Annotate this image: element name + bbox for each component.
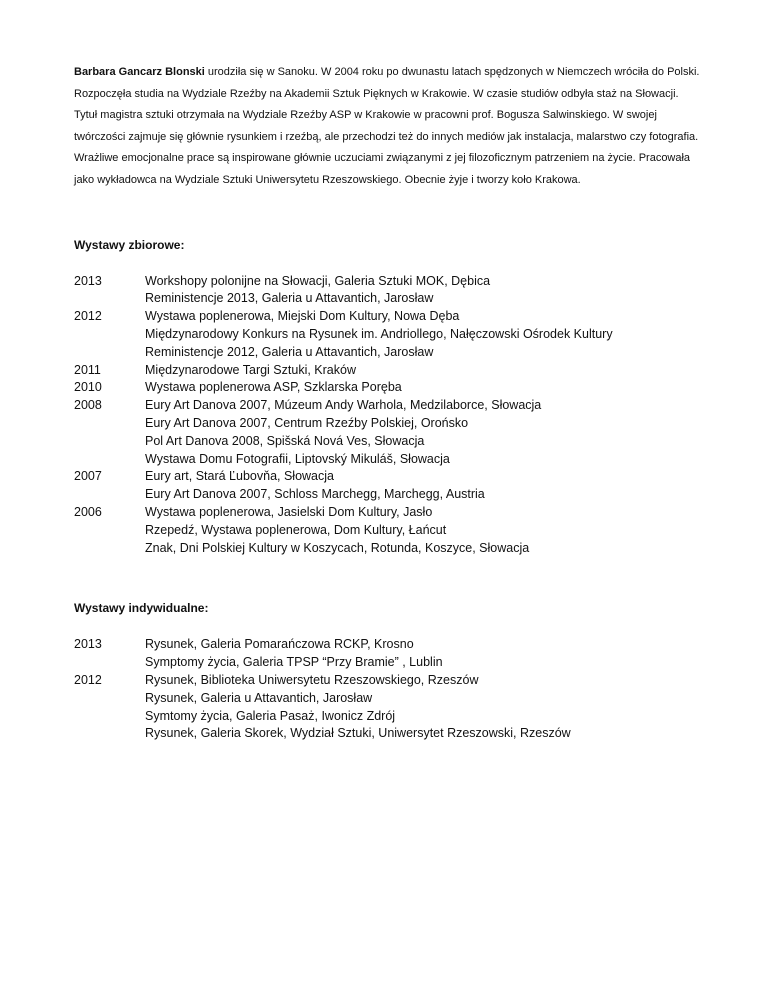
exhibition-row [74, 379, 700, 397]
exhibition-year [74, 433, 145, 451]
exhibition-year: 2007 [74, 469, 102, 484]
exhibition-row [74, 708, 700, 726]
exhibition-year [74, 290, 145, 308]
individual-exhibitions-list [74, 636, 700, 743]
exhibition-year [74, 344, 145, 362]
bio-paragraph [74, 62, 700, 192]
exhibition-entry: Rysunek, Galeria Skorek, Wydział Sztuki, Uniwersytet Rzeszowski, Rzeszów [145, 726, 571, 741]
exhibition-year [74, 415, 145, 433]
exhibition-row [74, 672, 700, 690]
exhibition-entry: Wystawa poplenerowa ASP, Szklarska Poręba [145, 380, 402, 395]
exhibition-entry: Eury art, Stará Ľubovňa, Słowacja [145, 469, 334, 484]
exhibition-entry: Eury Art Danova 2007, Centrum Rzeźby Polskiej, Orońsko [145, 415, 469, 430]
exhibition-row [74, 273, 700, 291]
exhibition-year [74, 522, 145, 540]
exhibition-entry: Międzynarodowy Konkurs na Rysunek im. Andriollego, Nałęczowski Ośrodek Kultury [145, 326, 613, 341]
exhibition-year: 2012 [74, 672, 102, 687]
exhibition-year [74, 486, 145, 504]
exhibition-year: 2013 [74, 637, 102, 652]
exhibition-year: 2011 [74, 362, 101, 377]
exhibition-row [74, 636, 700, 654]
exhibition-entry: Wystawa Domu Fotografii, Liptovský Mikuláš, Słowacja [145, 451, 450, 466]
exhibition-year: 2013 [74, 273, 102, 288]
exhibition-entry: Wystawa poplenerowa, Miejski Dom Kultury, Nowa Dęba [145, 309, 460, 324]
exhibition-entry: Symtomy życia, Galeria Pasaż, Iwonicz Zdrój [145, 708, 396, 723]
exhibition-entry: Reministencje 2012, Galeria u Attavantich, Jarosław [145, 344, 434, 359]
exhibition-row [74, 290, 700, 308]
exhibition-year: 2006 [74, 504, 102, 519]
exhibition-row [74, 540, 700, 558]
individual-exhibitions-title: Wystawy indywidualne: [74, 601, 209, 616]
exhibition-entry: Rysunek, Galeria Pomarańczowa RCKP, Krosno [145, 637, 414, 652]
group-exhibitions-list [74, 273, 700, 558]
exhibition-entry: Workshopy polonijne na Słowacji, Galeria Sztuki MOK, Dębica [145, 273, 491, 288]
exhibition-entry: Reministencje 2013, Galeria u Attavantich, Jarosław [145, 291, 434, 306]
exhibition-row [74, 344, 700, 362]
exhibition-entry: Wystawa poplenerowa, Jasielski Dom Kultury, Jasło [145, 504, 433, 519]
exhibition-entry: Międzynarodowe Targi Sztuki, Kraków [145, 362, 356, 377]
exhibition-row [74, 468, 700, 486]
exhibition-row [74, 308, 700, 326]
exhibition-entry: Symptomy życia, Galeria TPSP “Przy Bramie” , Lublin [145, 655, 443, 670]
exhibition-row [74, 415, 700, 433]
exhibition-entry: Rysunek, Biblioteka Uniwersytetu Rzeszowskiego, Rzeszów [145, 672, 479, 687]
exhibition-row [74, 362, 700, 380]
exhibition-year: 2010 [74, 380, 102, 395]
exhibition-year [74, 690, 145, 708]
exhibition-entry: Eury Art Danova 2007, Schloss Marchegg, Marchegg, Austria [145, 487, 485, 502]
exhibition-year [74, 725, 145, 743]
exhibition-row [74, 654, 700, 672]
exhibition-row [74, 433, 700, 451]
exhibition-year: 2008 [74, 398, 102, 413]
exhibition-year [74, 708, 145, 726]
document-page [74, 62, 700, 743]
exhibition-entry: Pol Art Danova 2008, Spišská Nová Ves, Słowacja [145, 433, 425, 448]
exhibition-row [74, 451, 700, 469]
exhibition-entry: Znak, Dni Polskiej Kultury w Koszycach, Rotunda, Koszyce, Słowacja [145, 540, 530, 555]
exhibition-entry: Rzepedź, Wystawa poplenerowa, Dom Kultury, Łańcut [145, 522, 447, 537]
exhibition-row [74, 522, 700, 540]
exhibition-year [74, 451, 145, 469]
exhibition-year [74, 540, 145, 558]
exhibition-row [74, 326, 700, 344]
exhibition-year: 2012 [74, 309, 102, 324]
exhibition-row [74, 504, 700, 522]
exhibition-entry: Rysunek, Galeria u Attavantich, Jarosław [145, 690, 373, 705]
exhibition-entry: Eury Art Danova 2007, Múzeum Andy Warhola, Medzilaborce, Słowacja [145, 398, 542, 413]
bio-text: urodziła się w Sanoku. W 2004 roku po dwunastu latach spędzonych w Niemczech wróciła do Polski. Rozpoczęła studia na Wydziale Rzeźby na Akademii Sztuk Pięknych w Krakowie. W czasie studiów odbyła staż na Słowacji. Tytuł magistra sztuki otrzymała na Wydziale Rzeźby ASP w Krakowie w pracowni prof. Bogusza Salwinskiego. W swojej twórczości zajmuje się głównie rysunkiem i rzeźbą, ale przechodzi też do innych mediów jak instalacja, malarstwo czy fotografia. Wrażliwe emocjonalne prace są inspirowane głównie uczuciami związanymi z jej filozoficznym patrzeniem na życie. Pracowała jako wykładowca na Wydziale Sztuki Uniwersytetu Rzeszowskiego. Obecnie żyje i tworzy koło Krakowa. [74, 66, 700, 186]
exhibition-row [74, 397, 700, 415]
exhibition-year [74, 654, 145, 672]
exhibition-row [74, 725, 700, 743]
exhibition-row [74, 486, 700, 504]
exhibition-year [74, 326, 145, 344]
group-exhibitions-title: Wystawy zbiorowe: [74, 237, 185, 252]
artist-name: Barbara Gancarz Blonski [74, 66, 205, 78]
exhibition-row [74, 690, 700, 708]
